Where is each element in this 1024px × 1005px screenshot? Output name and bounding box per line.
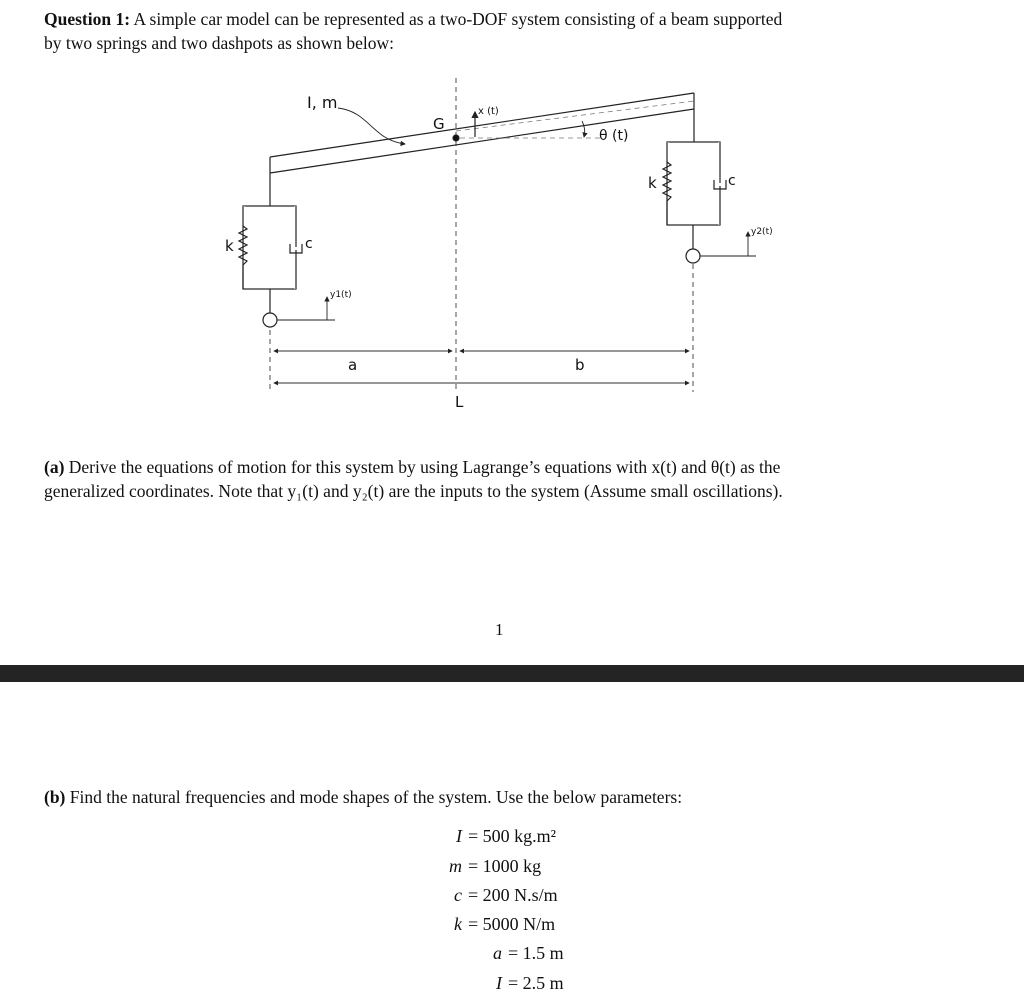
a-label: a <box>348 356 358 374</box>
part-a-line-2: generalized coordinates. Note that y₁(t) and y₂(t) are the inputs to the system (Assume small oscillations). <box>44 481 783 501</box>
parameter-symbol: I <box>496 973 502 993</box>
x-label: x (t) <box>478 106 499 117</box>
left-suspension <box>239 206 335 327</box>
parameter-value: = 1.5 m <box>508 943 564 963</box>
parameter-value: = 2.5 m <box>508 973 564 993</box>
parameter-value: = 1000 kg <box>468 856 542 876</box>
parameter-symbol: I <box>456 826 462 846</box>
question-line-2: by two springs and two dashpots as shown below: <box>44 33 394 53</box>
part-b-label: (b) <box>44 787 66 807</box>
left-dashpot <box>290 244 302 289</box>
part-b-line <box>44 785 682 809</box>
k-left-label: k <box>225 237 234 255</box>
part-a-label: (a) <box>44 457 65 477</box>
part-b-text: Find the natural frequencies and mode shapes of the system. Use the below parameters: <box>65 787 683 807</box>
center-of-gravity-dot <box>453 135 459 141</box>
car-model-diagram <box>0 0 1024 420</box>
parameter-value: = 5000 N/m <box>468 914 556 934</box>
inertia-mass-label: I, m <box>307 93 338 112</box>
y2-label: y2(t) <box>751 227 773 237</box>
c-left-label: c <box>305 236 313 252</box>
part-a-text: Derive the equations of motion for this system by using Lagrange’s equations with x(t) and θ(t) as the <box>64 457 781 477</box>
k-right-label: k <box>648 174 657 192</box>
page-separator <box>0 665 1024 682</box>
question-label: Question 1: <box>44 9 131 29</box>
theta-label: θ (t) <box>599 128 629 144</box>
theta-arrow <box>582 121 585 137</box>
page-number: 1 <box>495 620 504 639</box>
right-suspension <box>663 142 756 263</box>
right-dashpot <box>714 180 726 225</box>
parameter-value: = 500 kg.m² <box>468 826 557 846</box>
b-label: b <box>575 356 585 374</box>
c-right-label: c <box>728 173 736 189</box>
parameter-symbol: k <box>454 914 462 934</box>
parameter-symbol: c <box>454 885 462 905</box>
question-text: A simple car model can be represented as a two-DOF system consisting of a beam supported <box>130 9 783 29</box>
g-label: G <box>433 115 445 133</box>
parameter-value: = 200 N.s/m <box>468 885 558 905</box>
l-label: L <box>455 393 464 411</box>
part-a-line-1 <box>44 455 780 479</box>
y1-label: y1(t) <box>330 290 352 300</box>
dimensions <box>270 264 693 392</box>
parameter-symbol: a <box>493 943 502 963</box>
parameter-symbol: m <box>449 856 462 876</box>
